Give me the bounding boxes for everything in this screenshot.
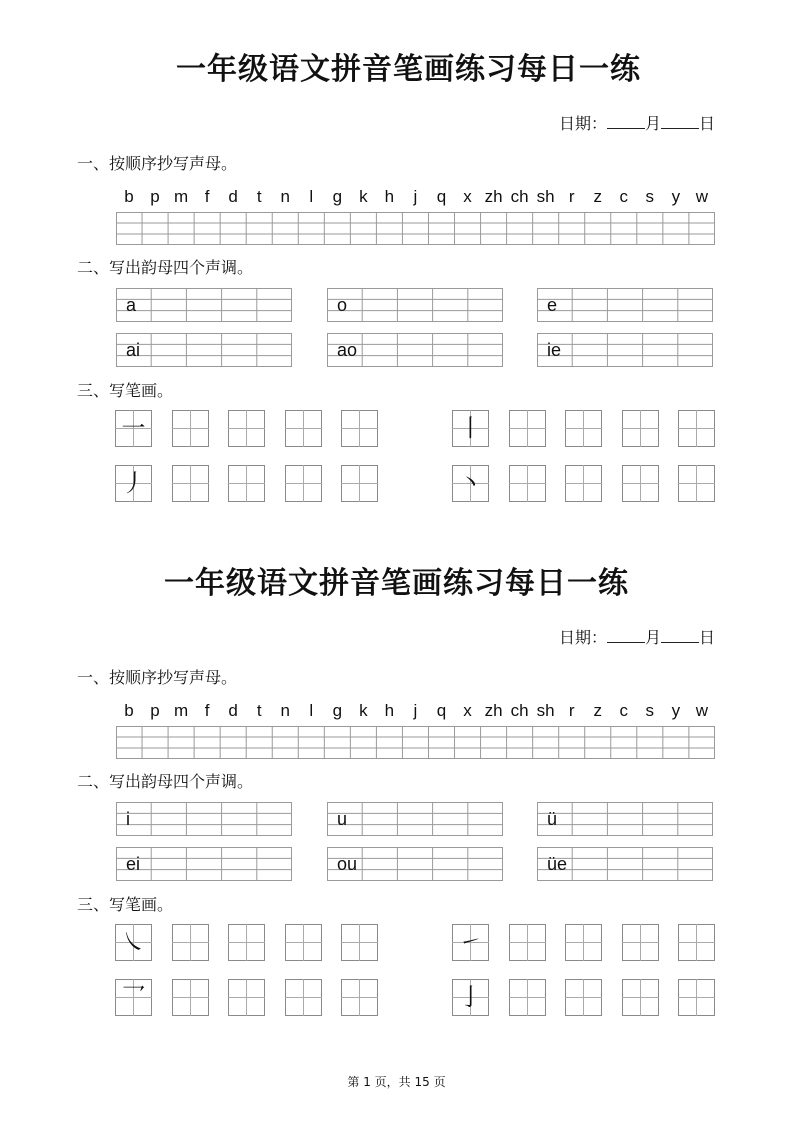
final-tone-grid[interactable] [116,333,292,367]
initials-writing-grid-container [116,212,715,244]
final-label: ei [126,854,141,874]
initial-letter: w [695,187,709,206]
stroke-practice-square [285,410,322,447]
initial-letter: zh [484,187,503,206]
initial-letter: ch [510,701,529,720]
tian-grid-square[interactable] [285,924,322,961]
final-tone-box [537,288,713,322]
initial-letter: j [413,187,418,206]
stroke-practice-square [341,924,378,961]
initial-letter: d [228,187,238,206]
final-tone-box [116,288,292,322]
stroke-example-square [115,924,152,961]
tian-grid-square[interactable] [172,410,209,447]
stroke-practice-square [228,410,265,447]
month-blank[interactable] [607,114,645,129]
final-tone-grid[interactable] [327,288,503,322]
stroke-practice-square [341,979,378,1016]
tian-grid-square[interactable] [678,979,715,1016]
initial-letter: l [309,187,314,206]
initial-letter: sh [536,701,555,720]
tian-grid-square[interactable] [285,465,322,502]
tian-grid-square[interactable] [172,465,209,502]
tian-grid-square[interactable] [228,979,265,1016]
initial-letter: s [645,187,655,206]
stroke-practice-square [228,465,265,502]
initial-letter: r [568,187,575,206]
stroke-character: 丿 [121,469,146,497]
stroke-practice-square [678,465,715,502]
section-3-heading: 三、写笔画。 [77,381,174,400]
stroke-practice-square [285,465,322,502]
tian-grid-square[interactable] [341,924,378,961]
initial-letter: k [359,187,368,206]
stroke-example-square [115,465,152,502]
initials-row [116,188,715,206]
final-tone-grid[interactable] [537,333,713,367]
stroke-character: ㇀ [458,928,483,956]
final-tone-grid[interactable] [116,847,292,881]
final-tone-box [537,847,713,881]
initial-letter: h [384,701,395,720]
tian-grid-square[interactable] [622,410,659,447]
initial-letter: z [593,187,602,206]
tian-grid-square[interactable] [228,410,265,447]
tian-grid-square[interactable] [228,465,265,502]
initial-letter: b [124,187,134,206]
tian-grid-square[interactable] [341,465,378,502]
date-label: 日期： [558,628,607,647]
stroke-example-square [452,410,489,447]
final-label: ao [337,340,358,360]
initial-letter: ch [510,187,529,206]
stroke-character: 丨 [458,414,483,442]
final-tone-box [116,847,292,881]
final-tone-box [327,802,503,836]
initial-letter: g [332,187,343,206]
initials-row [116,702,715,720]
initial-letter: c [619,187,628,206]
initial-letter: b [124,701,134,720]
day-label: 日 [698,114,715,133]
stroke-practice-square [509,979,546,1016]
section-2-heading: 二、写出韵母四个声调。 [77,258,254,277]
stroke-practice-square [565,410,602,447]
final-tone-box [116,802,292,836]
stroke-character: ㇏ [121,928,146,956]
initial-letter: f [204,187,210,206]
tian-grid-square[interactable] [678,465,715,502]
tian-grid-square[interactable] [285,410,322,447]
initial-letter: x [463,187,472,206]
final-tone-grid[interactable] [116,802,292,836]
initial-letter: w [695,701,709,720]
stroke-practice-square [622,924,659,961]
initial-letter: m [173,701,189,720]
tian-grid-square[interactable] [509,410,546,447]
initial-letter: q [436,701,447,720]
initial-letter: n [280,701,290,720]
tian-grid-square[interactable] [565,410,602,447]
section-1-heading: 一、按顺序抄写声母。 [77,154,238,173]
initial-letter: n [280,187,290,206]
tian-grid-square[interactable] [622,465,659,502]
tian-grid-square[interactable] [341,979,378,1016]
stroke-practice-square [622,979,659,1016]
initials-writing-grid[interactable] [116,212,715,245]
stroke-practice-square [678,979,715,1016]
stroke-practice-square [678,924,715,961]
initial-letter: q [436,187,447,206]
stroke-practice-square [509,410,546,447]
final-tone-box [327,333,503,367]
final-tone-grid[interactable] [537,288,713,322]
final-label: ü [547,809,558,829]
final-label: o [337,295,348,315]
day-label: 日 [698,628,715,647]
initial-letter: m [173,187,189,206]
final-tone-grid[interactable] [116,288,292,322]
tian-grid-square[interactable] [565,979,602,1016]
final-tone-box [537,333,713,367]
stroke-practice-square [285,979,322,1016]
stroke-practice-square [341,465,378,502]
date-line [559,114,715,134]
day-blank[interactable] [661,114,699,129]
stroke-practice-square [285,924,322,961]
stroke-character: 丶 [458,469,483,497]
worksheet-title: 一年级语文拼音笔画练习每日一练 [164,566,629,601]
stroke-example-square [115,979,152,1016]
final-label: e [547,295,558,315]
final-label: ou [337,854,358,874]
stroke-practice-square [565,924,602,961]
final-label: u [337,809,348,829]
final-tone-grid[interactable] [537,802,713,836]
tian-grid-square[interactable] [565,465,602,502]
initial-letter: x [463,701,472,720]
initials-writing-grid[interactable] [116,726,715,759]
initial-letter: z [593,701,602,720]
worksheet-title: 一年级语文拼音笔画练习每日一练 [176,52,641,87]
stroke-practice-square [172,924,209,961]
stroke-character: 乛 [121,983,146,1011]
tian-grid-square[interactable] [509,979,546,1016]
final-tone-box [327,288,503,322]
tian-grid-square[interactable] [565,924,602,961]
initial-letter: r [568,701,575,720]
stroke-practice-square [228,924,265,961]
section-1-heading: 一、按顺序抄写声母。 [77,668,238,687]
final-tone-grid[interactable] [327,802,503,836]
initial-letter: c [619,701,628,720]
date-line [559,628,715,648]
final-label: a [126,295,137,315]
tian-grid-square[interactable] [622,924,659,961]
initial-letter: zh [484,701,503,720]
initial-letter: sh [536,187,555,206]
stroke-character: 亅 [458,983,483,1011]
tian-grid-square[interactable] [228,924,265,961]
stroke-practice-square [341,410,378,447]
month-blank[interactable] [607,628,645,643]
tian-grid-square[interactable] [622,979,659,1016]
final-tone-box [116,333,292,367]
initial-letter: y [671,187,681,206]
date-label: 日期： [558,114,607,133]
initial-letter: y [671,701,681,720]
initial-letter: s [645,701,655,720]
stroke-example-square [115,410,152,447]
initial-letter: t [256,701,262,720]
final-label: üe [547,854,568,874]
page-footer: 第 1 页，共 15 页 [347,1075,446,1089]
day-blank[interactable] [661,628,699,643]
initial-letter: d [228,701,238,720]
stroke-practice-square [622,410,659,447]
tian-grid-square[interactable] [509,924,546,961]
stroke-practice-square [565,465,602,502]
initial-letter: p [150,187,160,206]
stroke-example-square [452,924,489,961]
initials-writing-grid-container [116,726,715,758]
section-2-heading: 二、写出韵母四个声调。 [77,772,254,791]
initial-letter: t [256,187,262,206]
tian-grid-square[interactable] [678,924,715,961]
tian-grid-square[interactable] [172,924,209,961]
stroke-example-square [452,465,489,502]
initial-letter: l [309,701,314,720]
stroke-practice-square [509,465,546,502]
final-label: i [126,809,130,829]
stroke-practice-square [622,465,659,502]
tian-grid-square[interactable] [341,410,378,447]
final-tone-box [537,802,713,836]
final-label: ie [547,340,562,360]
stroke-practice-square [172,410,209,447]
stroke-practice-square [565,979,602,1016]
section-3-heading: 三、写笔画。 [77,895,174,914]
tian-grid-square[interactable] [509,465,546,502]
tian-grid-square[interactable] [285,979,322,1016]
initial-letter: g [332,701,343,720]
initial-letter: f [204,701,210,720]
month-label: 月 [644,114,661,133]
stroke-practice-square [172,979,209,1016]
final-label: ai [126,340,141,360]
initial-letter: h [384,187,395,206]
initial-letter: p [150,701,160,720]
tian-grid-square[interactable] [172,979,209,1016]
initial-letter: j [413,701,418,720]
final-tone-box [327,847,503,881]
stroke-practice-square [172,465,209,502]
stroke-practice-square [228,979,265,1016]
tian-grid-square[interactable] [678,410,715,447]
stroke-practice-square [509,924,546,961]
month-label: 月 [644,628,661,647]
stroke-character: 一 [121,414,146,442]
stroke-example-square [452,979,489,1016]
stroke-practice-square [678,410,715,447]
initial-letter: k [359,701,368,720]
